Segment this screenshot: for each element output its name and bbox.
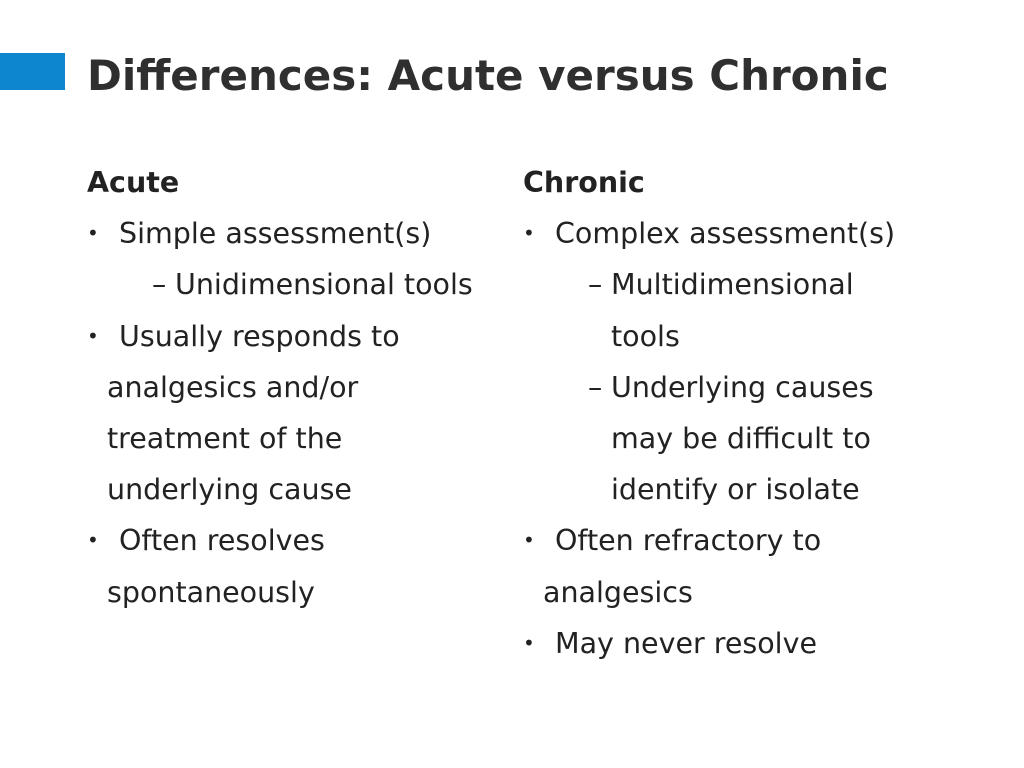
sub-text: Underlying causes may be difficult to identify or isolate <box>611 370 874 507</box>
bullet-text: Simple assessment(s) <box>119 217 432 251</box>
bullet-icon: • <box>87 528 99 553</box>
bullet-text: Usually responds to analgesics and/or treatment of the underlying cause <box>107 319 400 507</box>
acute-heading: Acute <box>87 166 180 199</box>
chronic-column <box>523 157 943 669</box>
slide-title: Differences: Acute versus Chronic <box>87 51 889 100</box>
bullet-text: Often refractory to analgesics <box>543 524 822 609</box>
bullet-icon: • <box>87 323 99 348</box>
dash-icon: – <box>588 370 603 404</box>
chronic-bullet-assessment <box>523 208 943 259</box>
chronic-sub-tools <box>523 259 876 361</box>
acute-sub-tools <box>87 259 497 310</box>
bullet-icon: • <box>523 630 535 655</box>
bullet-icon: • <box>523 528 535 553</box>
bullet-text: Often resolves spontaneously <box>107 524 325 609</box>
chronic-bullet-refractory <box>523 515 833 617</box>
bullet-icon: • <box>87 221 99 246</box>
bullet-text: May never resolve <box>555 626 817 660</box>
acute-column <box>87 157 497 618</box>
acute-bullet-responds <box>87 311 407 516</box>
chronic-bullet-never-resolve <box>523 618 943 669</box>
acute-bullet-assessment <box>87 208 497 259</box>
chronic-sub-causes <box>523 362 876 516</box>
acute-bullet-resolves <box>87 515 367 617</box>
sub-text: Unidimensional tools <box>175 268 473 302</box>
bullet-text: Complex assessment(s) <box>555 217 896 251</box>
title-accent-bar <box>0 53 65 90</box>
dash-icon: – <box>152 268 167 302</box>
chronic-heading: Chronic <box>523 166 645 199</box>
sub-text: Multidimensional tools <box>611 268 854 353</box>
bullet-icon: • <box>523 221 535 246</box>
dash-icon: – <box>588 268 603 302</box>
